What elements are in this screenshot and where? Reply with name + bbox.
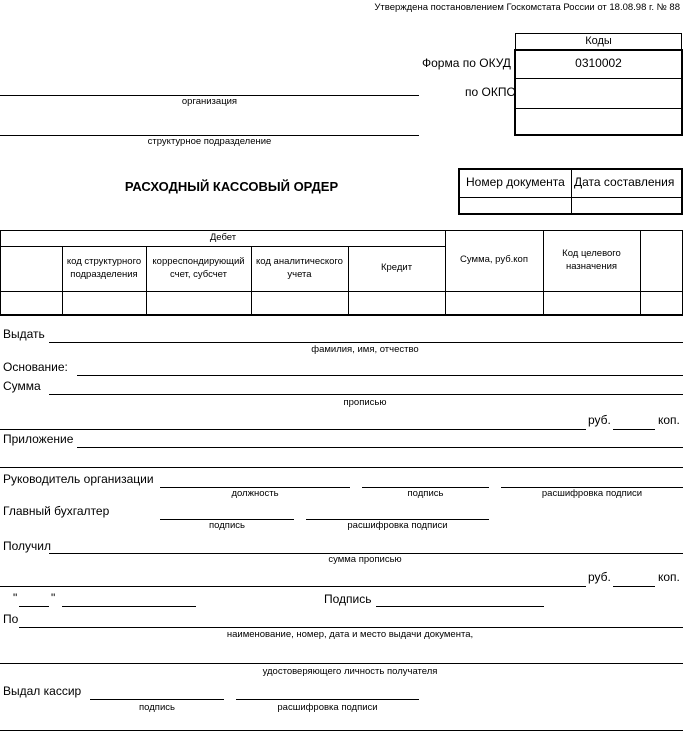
date-month-line[interactable] — [62, 606, 196, 607]
rub-label-1: руб. — [588, 413, 611, 427]
head-decoding-caption: расшифровка подписи — [541, 488, 643, 499]
doc-number-date-box — [458, 168, 683, 215]
okud-label: Форма по ОКУД — [422, 56, 511, 70]
table-cell[interactable] — [445, 291, 543, 314]
table-cell[interactable] — [146, 291, 251, 314]
received-label: Получил — [3, 539, 51, 553]
kop-label-2: коп. — [658, 570, 680, 584]
received-line-2[interactable] — [0, 586, 586, 587]
chief-accountant-label: Главный бухгалтер — [3, 504, 110, 518]
cashier-label: Выдал кассир — [3, 684, 82, 698]
cashier-decoding-caption: расшифровка подписи — [277, 702, 378, 713]
cashier-signature-line[interactable] — [90, 699, 224, 700]
col-purpose-code: Код целевого назначения — [562, 248, 621, 272]
kop-line-1[interactable] — [613, 429, 655, 430]
accounting-table — [0, 230, 683, 316]
date-quote-open: " — [13, 591, 18, 605]
receiver-signature-line[interactable] — [376, 606, 544, 607]
sum-caption: прописью — [343, 397, 387, 408]
col-extra — [640, 230, 682, 291]
signature-label: Подпись — [324, 592, 372, 606]
kop-label-1: коп. — [658, 413, 680, 427]
attachment-line[interactable] — [77, 447, 683, 448]
date-quote-close: " — [51, 591, 56, 605]
table-cell[interactable] — [543, 291, 640, 314]
col-credit: Кредит — [380, 262, 413, 274]
sum-label: Сумма — [3, 379, 41, 393]
identity-caption: удостоверяющего личность получателя — [262, 666, 438, 677]
issue-caption: фамилия, имя, отчество — [311, 344, 419, 355]
col-empty-header — [0, 246, 62, 291]
sum-line-2[interactable] — [0, 429, 586, 430]
col-analytic-code: код аналитического учета — [256, 256, 343, 280]
cashier-decoding-line[interactable] — [236, 699, 419, 700]
okud-code-value: 0310002 — [575, 56, 622, 70]
date-day-line[interactable] — [19, 606, 49, 607]
attachment-label: Приложение — [3, 432, 74, 446]
approval-note: Утверждена постановлением Госкомстата России от 18.08.98 г. № 88 — [374, 2, 680, 13]
table-cell[interactable] — [0, 291, 62, 314]
by-label: По — [3, 612, 19, 626]
doc-number-header: Номер документа — [466, 175, 565, 189]
by-line-2[interactable] — [0, 663, 683, 664]
basis-label: Основание: — [3, 360, 68, 374]
bottom-line — [0, 730, 683, 731]
kop-line-2[interactable] — [613, 586, 655, 587]
rub-label-2: руб. — [588, 570, 611, 584]
okpo-label: по ОКПО — [465, 85, 516, 99]
cashier-signature-caption: подпись — [139, 702, 175, 713]
head-signature-caption: подпись — [407, 488, 444, 499]
col-corr-account: корреспондирующий счет, субсчет — [152, 256, 245, 280]
issue-label: Выдать — [3, 327, 45, 341]
codes-header-box — [515, 33, 682, 50]
codes-title: Коды — [585, 35, 612, 47]
doc-date-header: Дата составления — [574, 175, 675, 189]
table-cell[interactable] — [251, 291, 348, 314]
by-line[interactable] — [19, 627, 683, 628]
table-cell[interactable] — [62, 291, 146, 314]
issue-line[interactable] — [49, 342, 683, 343]
table-cell[interactable] — [640, 291, 682, 314]
doc-caption: наименование, номер, дата и место выдачи документа, — [226, 629, 474, 640]
debit-header: Дебет — [209, 231, 237, 243]
document-title: РАСХОДНЫЙ КАССОВЫЙ ОРДЕР — [124, 179, 339, 194]
chief-decoding-caption: расшифровка подписи — [347, 520, 448, 531]
division-caption: структурное подразделение — [147, 136, 272, 147]
codes-frame — [514, 49, 683, 136]
chief-signature-caption: подпись — [209, 520, 245, 531]
head-label: Руководитель организации — [3, 472, 154, 486]
attachment-line-2[interactable] — [0, 467, 683, 468]
organization-caption: организация — [181, 96, 238, 107]
sum-line[interactable] — [49, 394, 683, 395]
received-caption: сумма прописью — [328, 554, 402, 565]
head-position-caption: должность — [231, 488, 279, 499]
table-cell[interactable] — [348, 291, 445, 314]
col-division-code: код структурного подразделения — [66, 256, 142, 280]
basis-line[interactable] — [77, 375, 683, 376]
col-sum: Сумма, руб.коп — [460, 254, 528, 266]
